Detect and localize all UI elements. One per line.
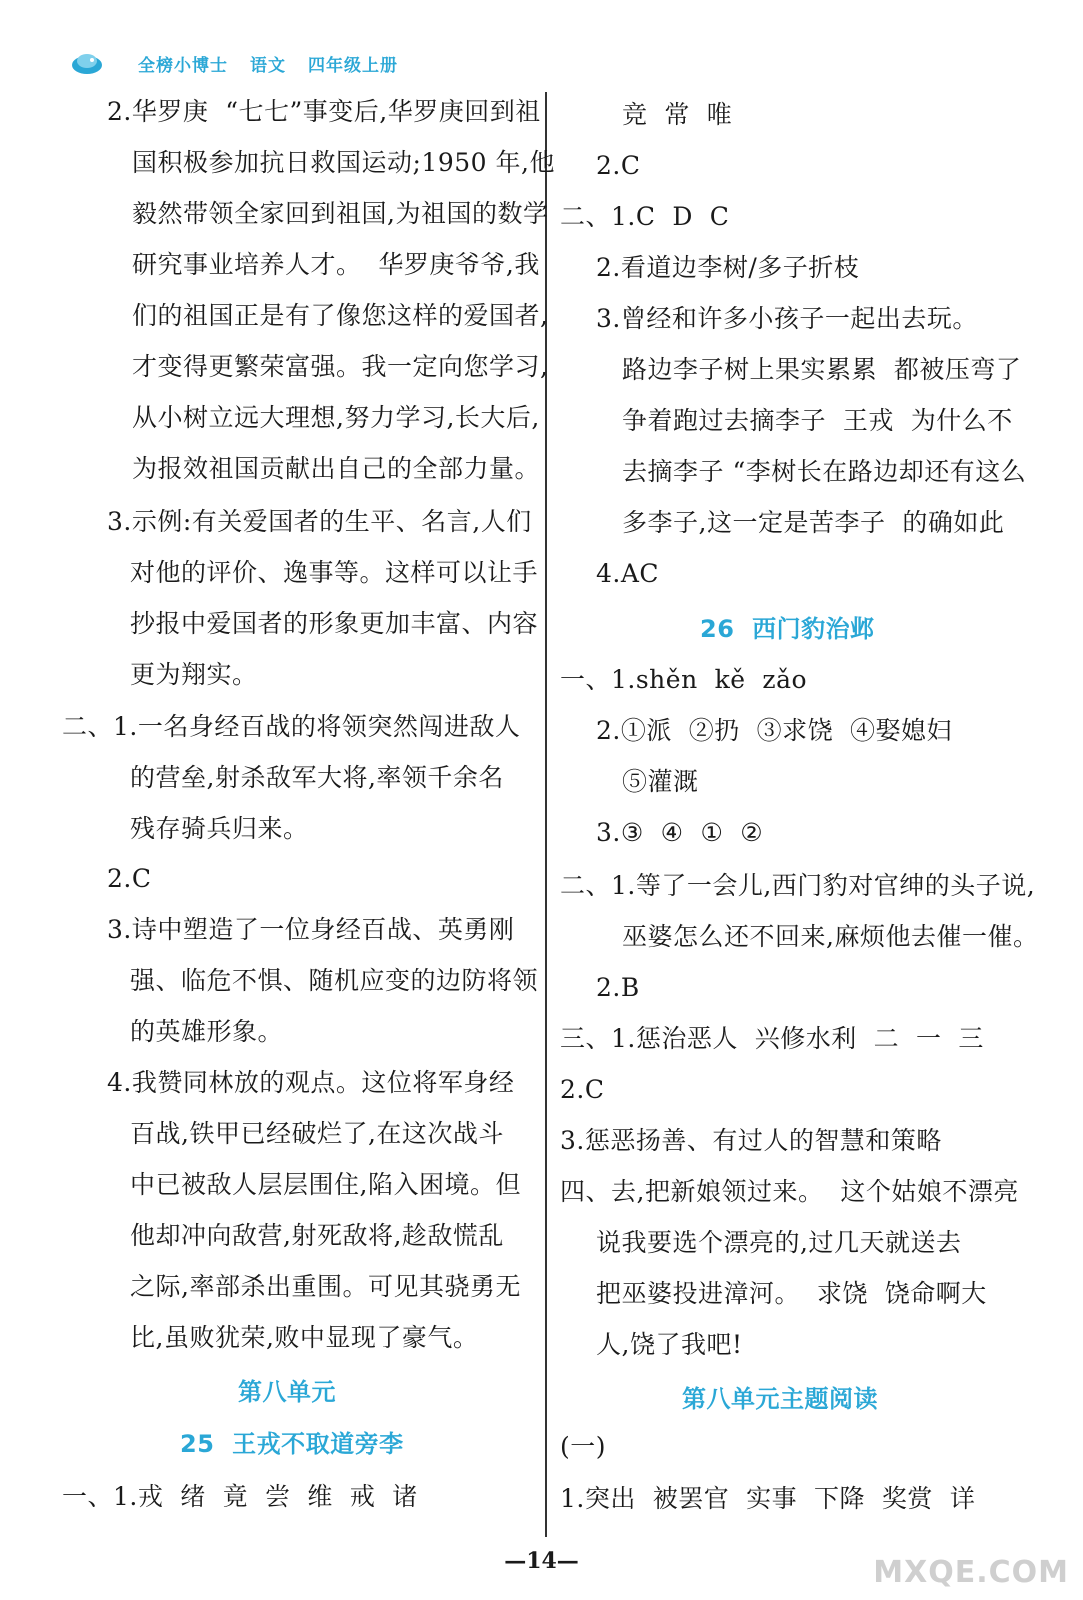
text-line: 中已被敌人层层围住,陷入困境。但 (130, 1170, 521, 1199)
text-line: 毅然带领全家回到祖国,为祖国的数学 (132, 199, 549, 228)
text-line: 百战,铁甲已经破烂了,在这次战斗 (130, 1119, 504, 1148)
text-line: 2.C (560, 1075, 605, 1104)
text-line: 3.惩恶扬善、有过人的智慧和策略 (560, 1126, 942, 1155)
text-line: 去摘李子 “李树长在路边却还有这么 (622, 457, 1027, 486)
text-line: 国积极参加抗日救国运动;1950 年,他 (132, 148, 555, 177)
text-line: 巫婆怎么还不回来,麻烦他去催一催。 (622, 922, 1039, 951)
text-line: 说我要选个漂亮的,过几天就送去 (596, 1228, 962, 1257)
text-line: 2.①派 ②扔 ③求饶 ④娶媳妇 (596, 716, 953, 745)
text-line: 他却冲向敌营,射死敌将,趁敌慌乱 (130, 1221, 504, 1250)
text-line: 对他的评价、逸事等。这样可以让手 (130, 558, 539, 587)
text-line: 才变得更繁荣富强。我一定向您学习, (132, 352, 549, 381)
text-line: 二、1.C D C (560, 202, 730, 231)
text-line: 强、临危不惧、随机应变的边防将领 (130, 966, 539, 995)
text-line: 3.诗中塑造了一位身经百战、英勇刚 (107, 915, 515, 944)
text-line: 残存骑兵归来。 (130, 814, 309, 843)
lesson-heading: 26 西门豹治邺 (700, 615, 875, 643)
text-line: 3.示例:有关爱国者的生平、名言,人们 (107, 507, 532, 536)
text-line: 二、1.等了一会儿,西门豹对官绅的头子说, (560, 871, 1036, 900)
text-line: 一、1.戎 绪 竟 尝 维 戒 诸 (62, 1482, 418, 1511)
page-header (70, 48, 420, 78)
text-line: 之际,率部杀出重围。可见其骁勇无 (130, 1272, 521, 1301)
header-brand: 全榜小博士 (138, 55, 228, 76)
text-line: 路边李子树上果实累累 都被压弯了 (622, 355, 1022, 384)
unit-heading: 第八单元 (238, 1378, 336, 1406)
text-line: 四、去,把新娘领过来。 这个姑娘不漂亮 (560, 1177, 1019, 1206)
brand-logo-icon (70, 50, 104, 76)
text-line: 抄报中爱国者的形象更加丰富、内容 (130, 609, 539, 638)
text-line: 竞 常 唯 (622, 100, 733, 129)
text-line: 1.突出 被罢官 实事 下降 奖赏 详 (560, 1484, 976, 1513)
text-line: 研究事业培养人才。 华罗庚爷爷,我 (132, 250, 540, 279)
text-line: 3.③ ④ ① ② (596, 818, 764, 847)
text-line: 为报效祖国贡献出自己的全部力量。 (132, 454, 541, 483)
page-number: —14— (504, 1548, 579, 1574)
reading-heading: 第八单元主题阅读 (682, 1385, 878, 1413)
header-grade: 四年级上册 (308, 55, 398, 76)
text-line: ⑤灌溉 (622, 767, 699, 796)
text-line: 多李子,这一定是苦李子 的确如此 (622, 508, 1005, 537)
text-line: 3.曾经和许多小孩子一起出去玩。 (596, 304, 978, 333)
text-line: 把巫婆投进漳河。 求饶 饶命啊大 (596, 1279, 987, 1308)
lesson-heading: 25 王戎不取道旁李 (180, 1430, 404, 1458)
text-line: 二、1.一名身经百战的将领突然闯进敌人 (62, 712, 521, 741)
text-line: 的营垒,射杀敌军大将,率领千余名 (130, 763, 504, 792)
header-subject: 语文 (250, 55, 286, 76)
text-line: 2.C (596, 151, 641, 180)
text-line: 争着跑过去摘李子 王戎 为什么不 (622, 406, 1013, 435)
text-line: 的英雄形象。 (130, 1017, 284, 1046)
text-line: 2.B (596, 973, 640, 1002)
text-line: (一) (560, 1432, 607, 1461)
text-line: 比,虽败犹荣,败中显现了豪气。 (130, 1323, 479, 1352)
text-line: 更为翔实。 (130, 660, 258, 689)
text-line: 三、1.惩治恶人 兴修水利 二 一 三 (560, 1024, 984, 1053)
watermark: MXQE.COM (873, 1555, 1069, 1590)
text-line: 们的祖国正是有了像您这样的爱国者, (132, 301, 549, 330)
text-line: 4.AC (596, 559, 660, 588)
pinyin-line: 一、1.shěn kě zǎo (560, 665, 808, 694)
text-line: 人,饶了我吧! (596, 1330, 743, 1359)
text-line: 2.华罗庚 “七七”事变后,华罗庚回到祖 (107, 97, 541, 126)
text-line: 4.我赞同林放的观点。这位将军身经 (107, 1068, 515, 1097)
text-line: 2.C (107, 864, 152, 893)
text-line: 2.看道边李树/多子折枝 (596, 253, 860, 282)
text-line: 从小树立远大理想,努力学习,长大后, (132, 403, 540, 432)
